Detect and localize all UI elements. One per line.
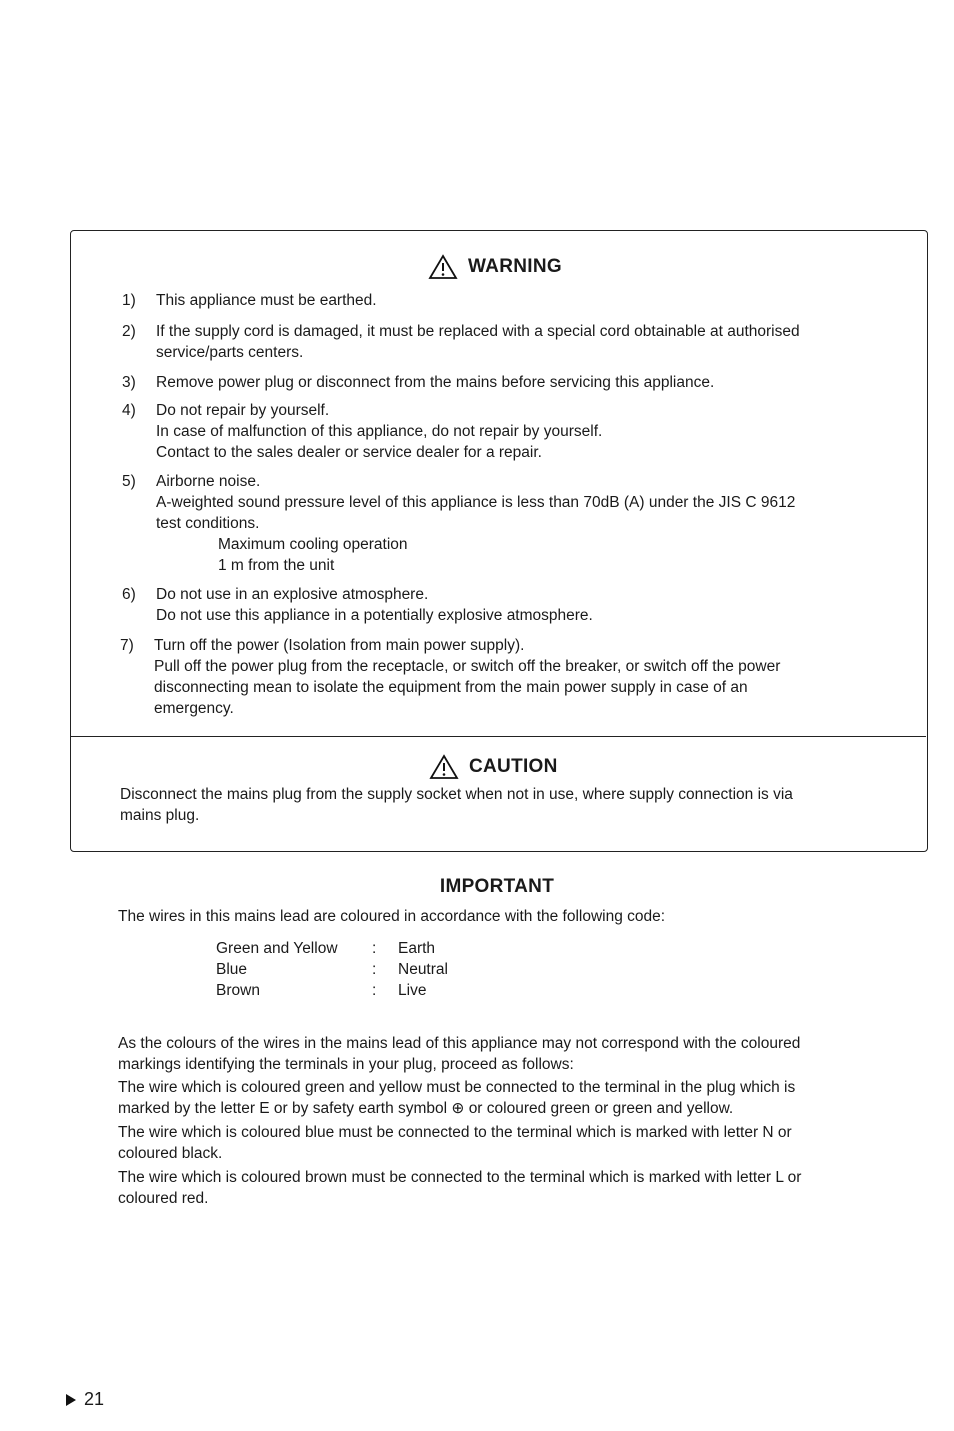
- wire-row-live: Brown : Live: [216, 982, 427, 999]
- caution-triangle-icon: [429, 754, 459, 780]
- important-paragraph-1: As the colours of the wires in the mains lead of this appliance may not correspond with the coloured markings identifying the terminals in your plug, proceed as follows:: [118, 1035, 801, 1073]
- manual-page: WARNING 1) This appliance must be earthed. 2) If the supply cord is damaged, it must be replaced with a special cord obtainable at authorised service/parts centers. 3) Remove power plug or disconnect from the mains before servicing this appliance. 4) Do not repair by yourself. In case of malfunction of this appliance, do not repair by yourself. Contact to the sales dealer or service dealer for a repair. 5) Airborne noise. A-weighted sound pressure level of this appliance is less than 70dB (A) under the JIS C 9612 test conditions. Maximum cooling operation 1 m from the unit 6) Do not use in an explosive atmosphere. Do not use this appliance in a potentially explosive atmosphere. 7) Turn off the power (Isolation from main power supply). Pull off the power plug from the receptacle, or switch off the breaker, or switch off the power disconnecting mean to isolate the equipment from the main power supply in case of an emergency. CAUTION Disconnect the mains plug from the supply socket when not in use, where supply connection is via mains plug. IMPORTANT The wires in this mains lead are coloured in accordance with the following code: Green and Yellow : Earth Blue : Neutral Brown : Live As the colours of the wires in the mains lead of this appliance may not correspond with the coloured markings identifying the terminals in your plug, proceed as follows: The wire which is coloured green and yellow must be connected to the terminal in the plug which is marked by the letter E or by safety earth symbol ⊕ or coloured green or green and yellow. The wire which is coloured blue must be connected to the terminal which is marked with letter N or coloured black. The wire which is coloured brown must be connected to the terminal which is marked with letter L or coloured red. 21: [0, 0, 954, 1431]
- wire-colour-code-table: [216, 938, 448, 1001]
- warning-triangle-icon: [428, 254, 458, 280]
- important-paragraph-4: The wire which is coloured brown must be connected to the terminal which is marked with letter L or coloured red.: [118, 1169, 802, 1207]
- page-number: 21: [66, 1389, 104, 1410]
- section-divider: [70, 736, 926, 737]
- wire-row-earth: Green and Yellow : Earth: [216, 940, 436, 957]
- wire-row-neutral: Blue : Neutral: [216, 961, 448, 978]
- important-paragraph-2: The wire which is coloured green and yellow must be connected to the terminal in the plug which is marked by the letter E or by safety earth symbol ⊕ or coloured green or green and yellow.: [118, 1079, 796, 1117]
- important-paragraph-3: The wire which is coloured blue must be connected to the terminal which is marked with letter N or coloured black.: [118, 1124, 792, 1162]
- caution-heading: [429, 754, 558, 780]
- warning-heading-text: WARNING: [468, 256, 562, 277]
- caution-text: Disconnect the mains plug from the supply socket when not in use, where supply connection is via mains plug.: [120, 786, 793, 824]
- important-intro: The wires in this mains lead are coloured in accordance with the following code:: [118, 908, 666, 925]
- important-heading: IMPORTANT: [439, 876, 555, 897]
- warning-heading: [428, 254, 562, 280]
- caution-heading-text: CAUTION: [469, 756, 558, 777]
- page-marker-arrow-icon: [66, 1394, 76, 1406]
